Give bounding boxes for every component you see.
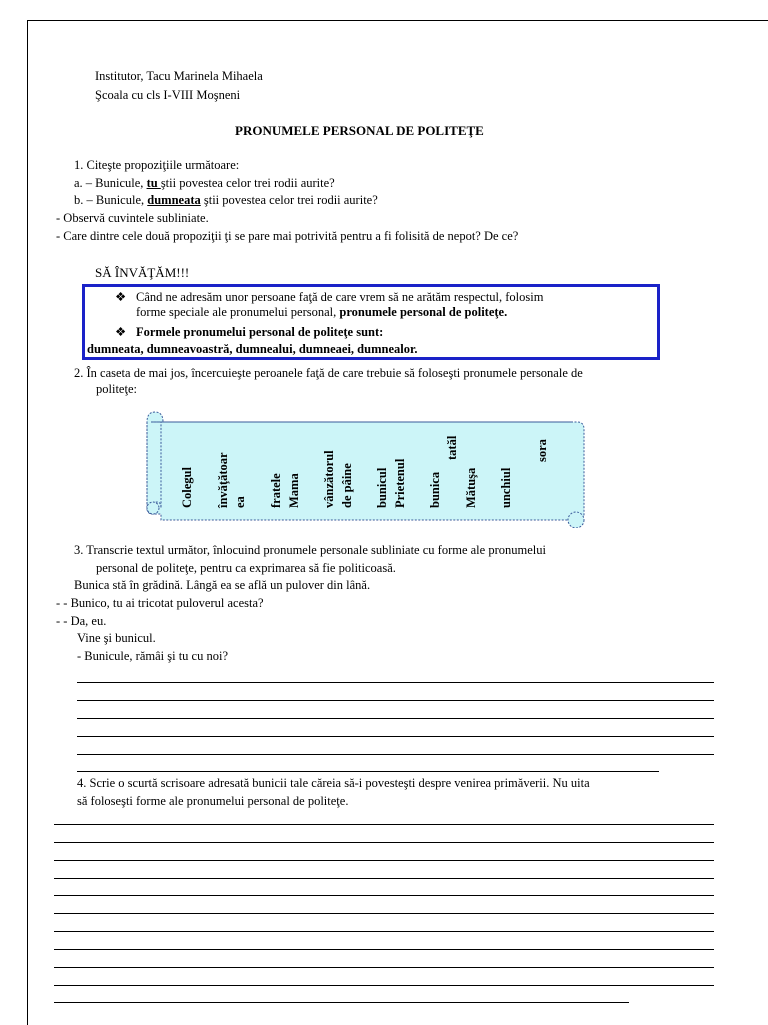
ex3-text-2: - - Bunico, tu ai tricotat puloverul acesta? <box>56 596 264 610</box>
ex3-text-3: - - Da, eu. <box>56 614 107 628</box>
answer-line[interactable] <box>54 967 714 968</box>
word-fratele[interactable]: fratele <box>269 473 283 508</box>
word-prietenul[interactable]: Prietenul <box>393 458 407 508</box>
answer-line[interactable] <box>54 949 714 950</box>
answer-line[interactable] <box>77 718 714 719</box>
learn-bullet-1-line-2 <box>136 305 507 320</box>
word-colegul[interactable]: Colegul <box>180 467 194 508</box>
word-bunica[interactable]: bunica <box>428 471 442 508</box>
answer-line[interactable] <box>54 985 714 986</box>
answer-line[interactable] <box>77 700 714 701</box>
word-de-paine[interactable]: de pâine <box>340 463 354 508</box>
ex1-question-2: - Care dintre cele două propoziţii ţi se pare mai potrivită pentru a fi folisită de nepot? De ce? <box>56 229 519 243</box>
answer-line[interactable] <box>54 1002 629 1003</box>
ex2-instruction-line-2: politeţe: <box>96 382 137 396</box>
word-matusa[interactable]: Mătuşa <box>464 467 478 508</box>
ex1-b-prefix: b. – Bunicule, <box>74 193 148 207</box>
learn-heading: SĂ ÎNVĂŢĂM!!! <box>95 265 190 280</box>
learn-bullet-1-line-1: Când ne adresăm unor persoane faţă de care vrem să ne arătăm respectul, folosim <box>136 290 544 304</box>
author-name: Institutor, Tacu Marinela Mihaela <box>95 69 263 83</box>
answer-line[interactable] <box>54 860 714 861</box>
ex1-question-1: - Observă cuvintele subliniate. <box>56 211 209 225</box>
scroll-shape <box>143 410 585 528</box>
ex4-instruction-line-2: să foloseşti forme ale pronumelui personal de politeţe. <box>77 794 349 808</box>
answer-line[interactable] <box>77 736 714 737</box>
ex3-text-5: - Bunicule, rămâi şi tu cu noi? <box>77 649 229 663</box>
ex1-instruction: 1. Citeşte propoziţiile următoare: <box>74 158 240 172</box>
ex4-instruction-line-1: 4. Scrie o scurtă scrisoare adresată bunicii tale căreia să-i povesteşti despre venirea primăverii. Nu uita <box>77 776 590 790</box>
answer-line[interactable] <box>54 913 714 914</box>
page-title: PRONUMELE PERSONAL DE POLITEŢE <box>235 123 484 138</box>
answer-line[interactable] <box>54 842 714 843</box>
learn-bullet-1-bold: pronumele personal de politeţe. <box>339 305 508 319</box>
learn-bullet-1-plain: forme speciale ale pronumelui personal, <box>136 305 340 319</box>
answer-line[interactable] <box>54 895 714 896</box>
word-mama[interactable]: Mama <box>287 473 301 508</box>
ex1-a-prefix: a. – Bunicule, <box>74 176 147 190</box>
word-vanzatorul[interactable]: vânzătorul <box>322 450 336 508</box>
ex1-b-underlined-word: dumneata <box>147 193 201 207</box>
word-bunicul[interactable]: bunicul <box>375 467 389 508</box>
school-name: Şcoala cu cls I-VIII Moşneni <box>95 88 241 102</box>
ex1-b-suffix: ştii povestea celor trei rodii aurite? <box>200 193 378 207</box>
learn-bullet-1-icon: ❖ <box>115 290 127 304</box>
answer-line[interactable] <box>77 771 659 772</box>
word-unchiul[interactable]: unchiul <box>499 467 513 508</box>
answer-line[interactable] <box>77 754 714 755</box>
learn-bullet-2-icon: ❖ <box>115 325 127 339</box>
answer-line[interactable] <box>54 931 714 932</box>
ex1-sentence-a <box>74 176 335 191</box>
word-sora[interactable]: sora <box>535 439 549 462</box>
ex1-a-underlined-word: tu <box>146 176 161 190</box>
ex3-text-4: Vine şi bunicul. <box>77 631 156 645</box>
answer-line[interactable] <box>77 682 714 683</box>
answer-line[interactable] <box>54 824 714 825</box>
learn-bullet-2: Formele pronumelui personal de politeţe sunt: <box>136 325 384 339</box>
word-tatal[interactable]: tatăl <box>445 435 459 460</box>
ex3-instruction-line-1: 3. Transcrie textul următor, înlocuind pronumele personale subliniate cu forme ale pronumelui <box>74 543 546 557</box>
word-invatatoarea-part-1[interactable]: învăţătoar <box>216 452 230 508</box>
ex1-a-suffix: ştii povestea celor trei rodii aurite? <box>160 176 335 190</box>
ex1-sentence-b <box>74 193 378 208</box>
ex3-text-1: Bunica stă în grădină. Lângă ea se află un pulover din lână. <box>74 578 371 592</box>
ex3-instruction-line-2: personal de politeţe, pentru ca exprimarea să fie politicoasă. <box>96 561 396 575</box>
word-scroll-box <box>143 410 585 528</box>
ex2-instruction-line-1: 2. În caseta de mai jos, încercuieşte peroanele faţă de care trebuie să foloseşti pronumele personale de <box>74 366 583 380</box>
answer-line[interactable] <box>54 878 714 879</box>
word-invatatoarea-part-2[interactable]: ea <box>233 496 247 508</box>
learn-forms: dumneata, dumneavoastră, dumnealui, dumneaei, dumnealor. <box>87 342 418 356</box>
